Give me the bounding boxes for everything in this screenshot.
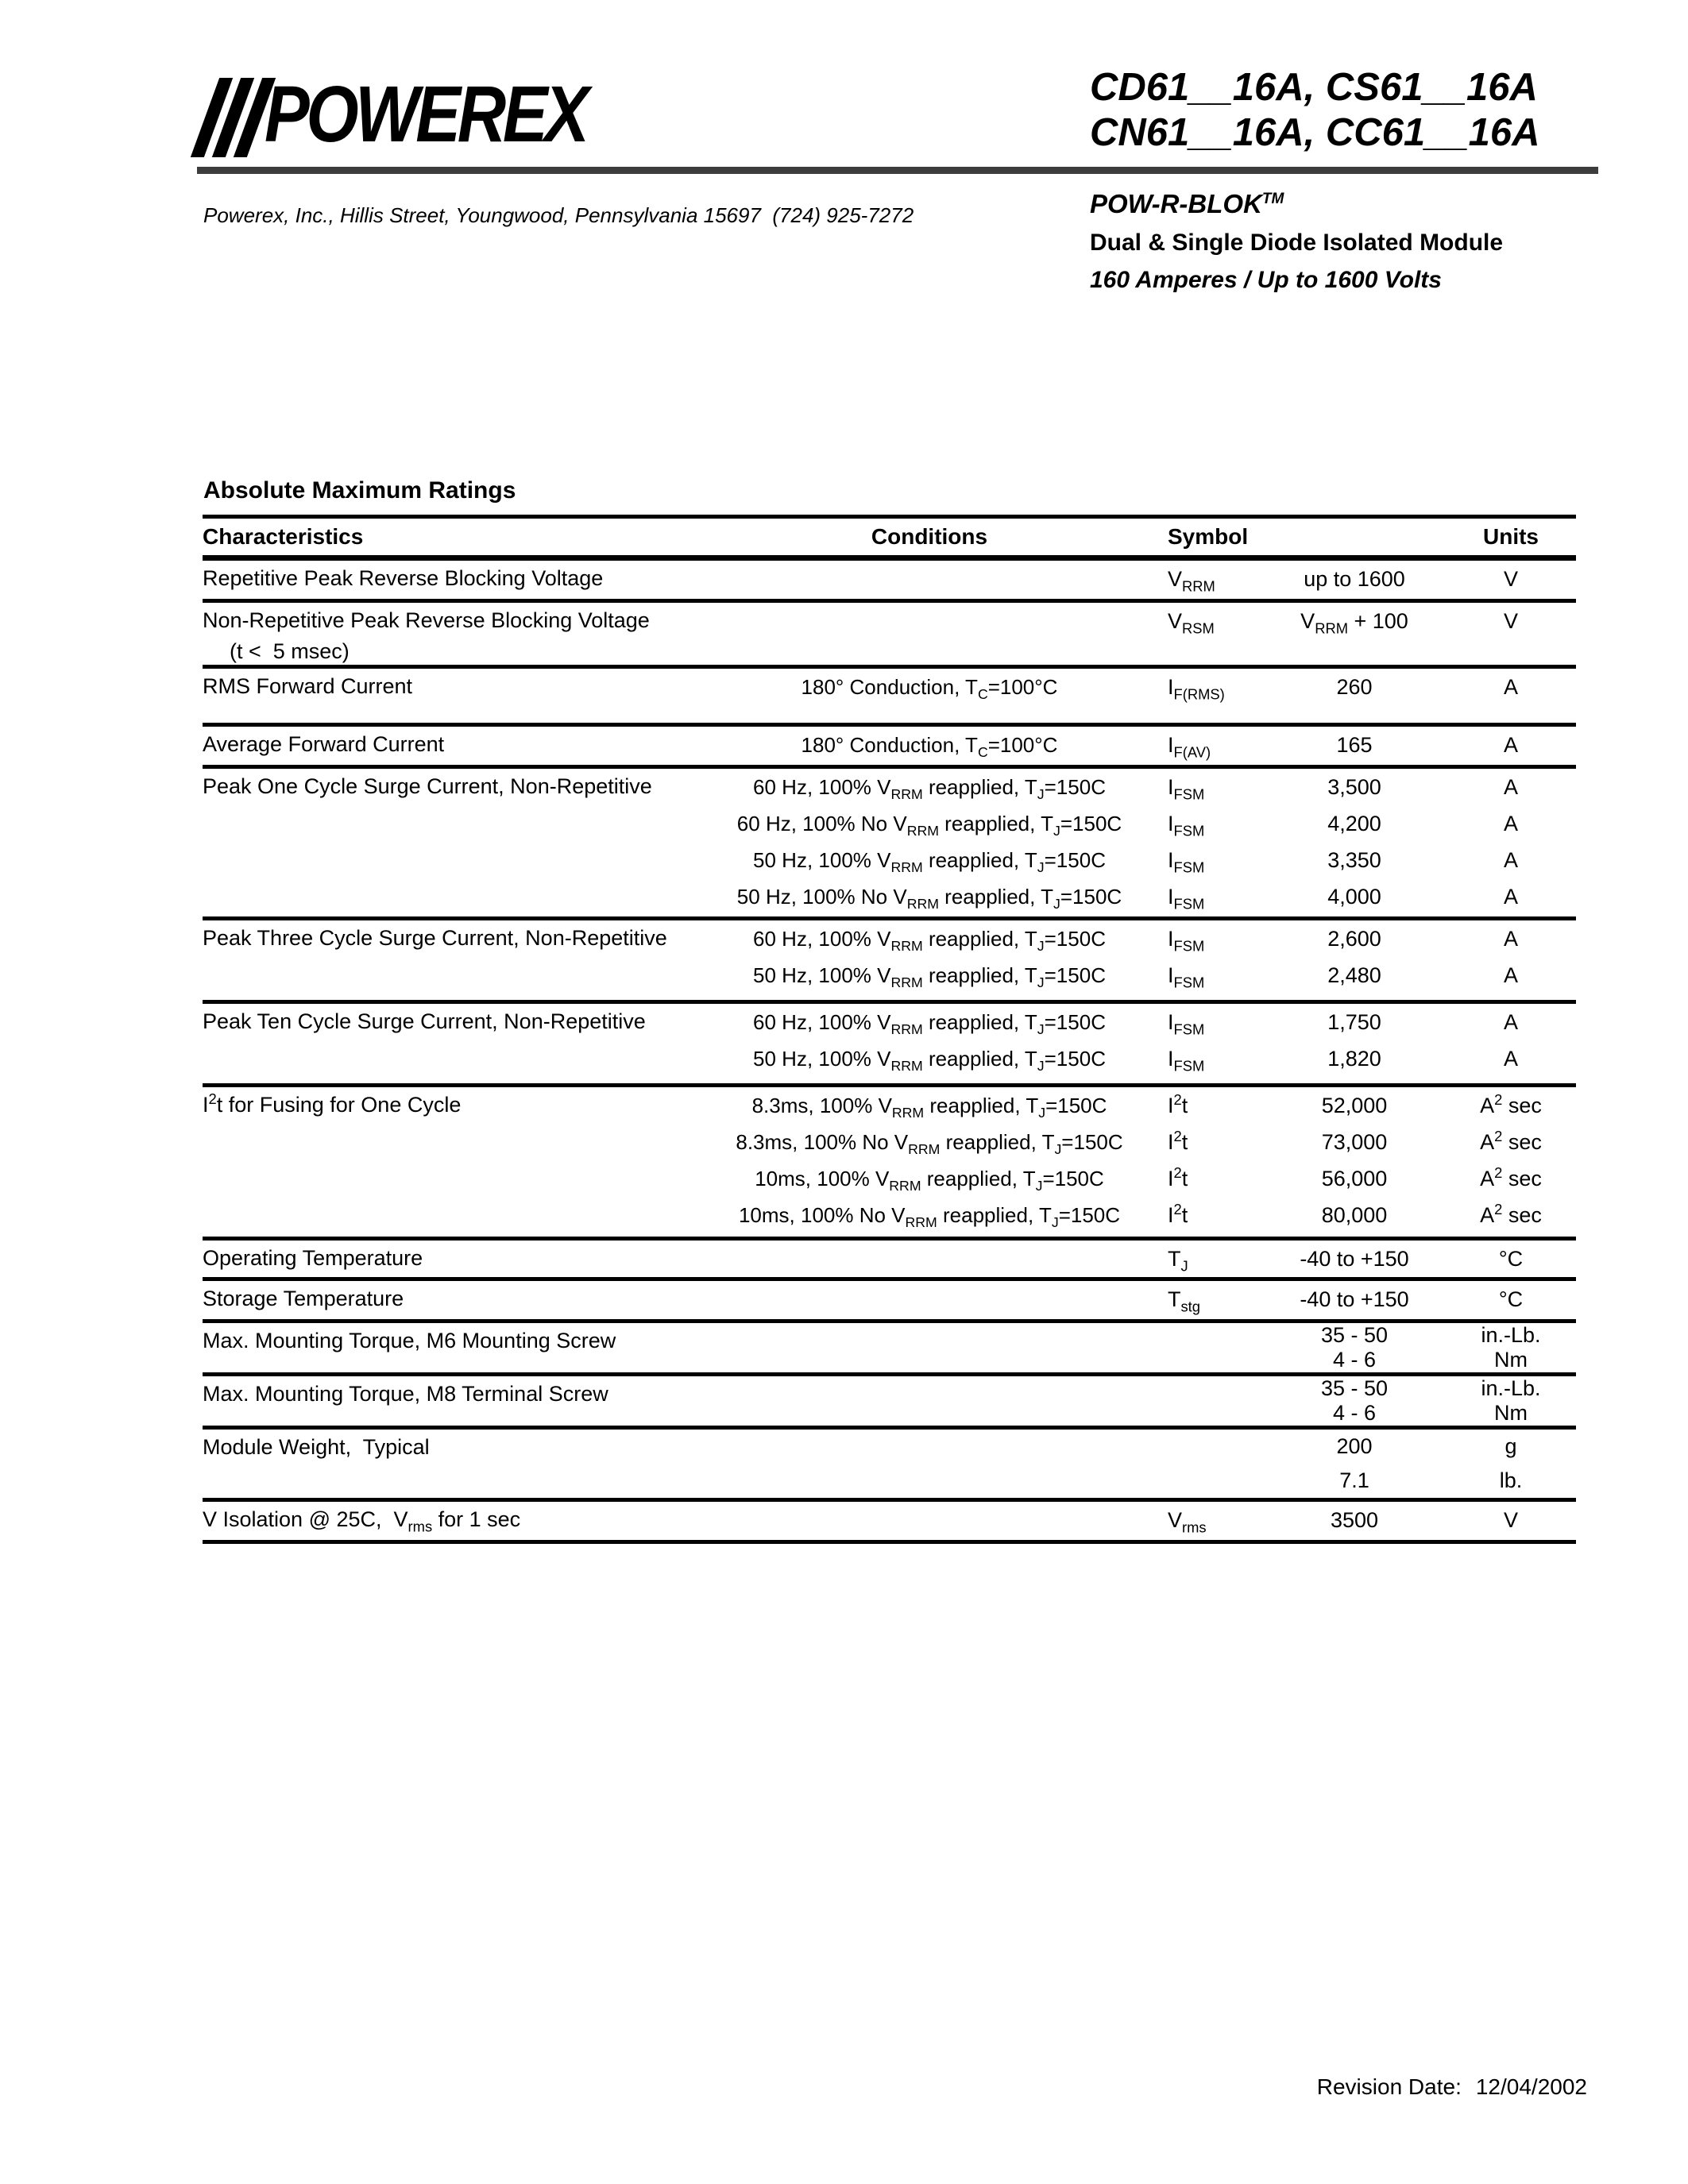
table-line (691, 669, 1576, 705)
units-cell: A (1503, 1046, 1518, 1071)
row-characteristic: Peak Three Cycle Surge Current, Non-Repetitive (203, 926, 667, 950)
row-lines (691, 1376, 1576, 1426)
value-cell: 4,000 (1327, 884, 1381, 909)
units-cell: $A^2$ sec (1480, 1127, 1542, 1154)
row-characteristic: Max. Mounting Torque, M8 Terminal Screw (203, 1382, 608, 1406)
table-row (203, 1004, 1576, 1087)
part-numbers-line2: CN61__16A, CC61__16A (1090, 111, 1540, 154)
symbol-cell: $V_{RRM}$ (1168, 566, 1215, 594)
units-cell: in.-Lb. (1481, 1376, 1541, 1400)
trademark-symbol: TM (1261, 191, 1284, 207)
table-line (691, 1348, 1576, 1372)
units-cell: A (1503, 963, 1518, 987)
row-lines (691, 769, 1576, 916)
table-line (691, 920, 1576, 957)
table-line (691, 1040, 1576, 1077)
table-line (691, 1004, 1576, 1040)
value-cell: 56,000 (1321, 1166, 1388, 1190)
units-cell: A (1503, 811, 1518, 835)
units-cell: $A^2$ sec (1480, 1163, 1542, 1190)
row-lines (691, 1502, 1576, 1540)
value-cell: 200 (1336, 1434, 1373, 1458)
table-line (691, 1281, 1576, 1318)
revision-date (203, 2074, 1587, 2100)
table-line (691, 1376, 1576, 1401)
symbol-cell: $V_{RSM}$ (1168, 608, 1215, 636)
value-cell: 7.1 (1339, 1468, 1369, 1492)
row-lines (691, 561, 1576, 599)
condition-cell: 60 Hz, 100% $V_{RRM}$ reapplied, $T_J=150C$ (753, 1009, 1106, 1037)
table-line (691, 1241, 1576, 1277)
units-cell: $A^2$ sec (1480, 1090, 1542, 1117)
col-header-characteristics: Characteristics (203, 524, 364, 549)
product-info (1090, 189, 1503, 294)
row-lines (691, 603, 1576, 665)
units-cell: $A^2$ sec (1480, 1200, 1542, 1227)
row-characteristic: Peak One Cycle Surge Current, Non-Repetitive (203, 774, 652, 798)
row-characteristic: Max. Mounting Torque, M6 Mounting Screw (203, 1329, 616, 1352)
units-cell: A (1503, 732, 1518, 757)
value-cell: 165 (1336, 732, 1373, 757)
value-cell: 35 - 50 (1320, 1376, 1389, 1400)
condition-cell: 180° Conduction, $T_C=100^\circ C$ (801, 674, 1058, 702)
value-cell: 4 - 6 (1332, 1401, 1377, 1425)
table-row (203, 727, 1576, 769)
table-row (203, 1376, 1576, 1430)
condition-cell: 60 Hz, 100% No $V_{RRM}$ reapplied, $T_J=150C$ (736, 811, 1122, 839)
units-cell: A (1503, 884, 1518, 909)
units-cell: in.-Lb. (1481, 1323, 1541, 1347)
value-cell: $V_{RRM} + 100$ (1300, 608, 1408, 636)
row-lines (691, 1323, 1576, 1372)
company-address: Powerex, Inc., Hillis Street, Youngwood, Pennsylvania 15697 (724) 925-7272 (203, 203, 914, 227)
value-cell: 1,820 (1327, 1046, 1381, 1071)
table-line (691, 603, 1576, 639)
symbol-cell: $I_{FSM}$ (1168, 926, 1205, 954)
row-lines (691, 1004, 1576, 1083)
table-line (691, 1087, 1576, 1124)
row-characteristic: Non-Repetitive Peak Reverse Blocking Voltage (t < 5 msec) (203, 603, 691, 665)
table-row (203, 603, 1576, 669)
row-characteristic-line2: (t < 5 msec) (230, 639, 350, 663)
table-line (691, 1197, 1576, 1233)
units-cell: g (1505, 1434, 1517, 1458)
table-row (203, 1323, 1576, 1376)
product-family-name: POW-R-BLOK (1090, 189, 1262, 218)
table-title: Absolute Maximum Ratings (203, 477, 516, 504)
units-cell: °C (1498, 1246, 1524, 1271)
value-cell: 52,000 (1321, 1093, 1388, 1117)
value-cell: -40 to +150 (1300, 1287, 1409, 1311)
units-cell: Nm (1494, 1401, 1528, 1425)
value-cell: -40 to +150 (1300, 1246, 1409, 1271)
part-numbers (1090, 65, 1540, 156)
row-lines (691, 920, 1576, 1000)
absolute-maximum-ratings-table (203, 515, 1576, 1544)
symbol-cell: $T_{stg}$ (1168, 1287, 1200, 1314)
row-lines (691, 727, 1576, 765)
table-body (203, 561, 1576, 1544)
value-cell: 73,000 (1321, 1129, 1388, 1154)
col-header-units: Units (1483, 524, 1539, 549)
part-numbers-line1: CD61__16A, CS61__16A (1090, 66, 1538, 109)
revision-label: Revision Date: (1316, 2074, 1462, 2099)
product-description: Dual & Single Diode Isolated Module (1090, 230, 1504, 256)
value-cell: 3500 (1330, 1507, 1379, 1532)
row-characteristic: Storage Temperature (203, 1287, 404, 1310)
condition-cell: 8.3ms, 100% $V_{RRM}$ reapplied, $T_J=150C$ (751, 1093, 1107, 1121)
table-row (203, 1281, 1576, 1323)
condition-cell: 60 Hz, 100% $V_{RRM}$ reapplied, $T_J=150C$ (753, 926, 1106, 954)
symbol-cell: $I_{FSM}$ (1168, 1009, 1205, 1037)
symbol-cell: $V_{rms}$ (1168, 1507, 1207, 1535)
units-cell: V (1503, 566, 1518, 591)
row-lines (691, 669, 1576, 723)
product-rating: 160 Amperes / Up to 1600 Volts (1090, 267, 1442, 293)
table-line (691, 878, 1576, 915)
table-row (203, 1430, 1576, 1502)
table-line (691, 1502, 1576, 1538)
table-line (691, 842, 1576, 878)
row-characteristic: Operating Temperature (203, 1246, 423, 1270)
table-row (203, 1241, 1576, 1281)
condition-cell: 50 Hz, 100% $V_{RRM}$ reapplied, $T_J=150C$ (753, 847, 1106, 875)
logo-stripes-icon (191, 78, 276, 157)
value-cell: 3,500 (1327, 774, 1381, 799)
units-cell: V (1503, 608, 1518, 633)
col-header-conditions: Conditions (871, 524, 988, 549)
table-line (691, 727, 1576, 763)
condition-cell: 50 Hz, 100% No $V_{RRM}$ reapplied, $T_J=150C$ (736, 884, 1122, 912)
symbol-cell: $I_{FSM}$ (1168, 847, 1205, 875)
table-line (691, 561, 1576, 597)
col-header-symbol: Symbol (1168, 524, 1249, 549)
table-line (691, 769, 1576, 805)
condition-cell: 10ms, 100% $V_{RRM}$ reapplied, $T_J=150C$ (755, 1166, 1104, 1194)
row-characteristic: Peak Ten Cycle Surge Current, Non-Repetitive (203, 1009, 646, 1033)
table-line (691, 957, 1576, 994)
value-cell: 35 - 50 (1320, 1323, 1389, 1347)
table-row (203, 669, 1576, 727)
condition-cell: 10ms, 100% No $V_{RRM}$ reapplied, $T_J=150C$ (738, 1202, 1121, 1230)
units-cell: A (1503, 1009, 1518, 1034)
value-cell: 2,600 (1327, 926, 1381, 951)
table-line (691, 1323, 1576, 1348)
table-line (691, 1464, 1576, 1498)
units-cell: A (1503, 847, 1518, 872)
units-cell: °C (1498, 1287, 1524, 1311)
units-cell: V (1503, 1507, 1518, 1532)
value-cell: 260 (1336, 674, 1373, 699)
value-cell: 80,000 (1321, 1202, 1388, 1227)
symbol-cell: $I_{FSM}$ (1168, 811, 1205, 839)
table-row (203, 561, 1576, 603)
table-line (691, 1401, 1576, 1426)
value-cell: 3,350 (1327, 847, 1381, 872)
row-lines (691, 1430, 1576, 1498)
symbol-cell: $I^2t$ (1168, 1200, 1188, 1227)
logo-text: POWEREX (265, 70, 586, 159)
condition-cell: 50 Hz, 100% $V_{RRM}$ reapplied, $T_J=150C$ (753, 963, 1106, 990)
row-characteristic: $I^2t$ for Fusing for One Cycle (203, 1090, 462, 1117)
row-characteristic: Average Forward Current (203, 732, 445, 756)
table-line (691, 805, 1576, 842)
symbol-cell: $I_{FSM}$ (1168, 963, 1205, 990)
value-cell: 1,750 (1327, 1009, 1381, 1034)
units-cell: lb. (1499, 1468, 1523, 1492)
symbol-cell: $I_{F(AV)}$ (1168, 732, 1211, 760)
units-cell: A (1503, 674, 1518, 699)
condition-cell: 50 Hz, 100% $V_{RRM}$ reapplied, $T_J=150C$ (753, 1046, 1106, 1074)
value-cell: up to 1600 (1304, 566, 1405, 591)
powerex-logo (205, 70, 643, 160)
symbol-cell: $I_{FSM}$ (1168, 884, 1205, 912)
product-family (1090, 189, 1503, 219)
table-line (691, 1124, 1576, 1160)
table-row (203, 769, 1576, 920)
symbol-cell: $I^2t$ (1168, 1163, 1188, 1190)
units-cell: A (1503, 774, 1518, 799)
symbol-cell: $I^2t$ (1168, 1127, 1188, 1154)
value-cell: 4 - 6 (1332, 1348, 1377, 1372)
row-lines (691, 1241, 1576, 1277)
table-line (691, 1160, 1576, 1197)
revision-date-value: 12/04/2002 (1475, 2074, 1587, 2099)
row-lines (691, 1087, 1576, 1237)
condition-cell: 60 Hz, 100% $V_{RRM}$ reapplied, $T_J=150C$ (753, 774, 1106, 802)
table-header-row (203, 519, 1576, 561)
symbol-cell: $T_J$ (1168, 1246, 1188, 1274)
table-row (203, 1502, 1576, 1544)
table-line (691, 1430, 1576, 1464)
row-characteristic: V Isolation @ 25C, $V_{rms}$ for 1 sec (203, 1507, 521, 1535)
value-cell: 2,480 (1327, 963, 1381, 987)
units-cell: A (1503, 926, 1518, 951)
row-lines (691, 1281, 1576, 1319)
row-characteristic: Module Weight, Typical (203, 1435, 430, 1459)
condition-cell: 180° Conduction, $T_C=100^\circ C$ (801, 732, 1058, 760)
units-cell: Nm (1494, 1348, 1528, 1372)
symbol-cell: $I_{FSM}$ (1168, 1046, 1205, 1074)
row-characteristic: RMS Forward Current (203, 674, 413, 698)
row-characteristic: Repetitive Peak Reverse Blocking Voltage (203, 566, 604, 590)
condition-cell: 8.3ms, 100% No $V_{RRM}$ reapplied, $T_J=150C$ (736, 1129, 1123, 1157)
symbol-cell: $I_{F(RMS)}$ (1168, 674, 1225, 702)
symbol-cell: $I^2t$ (1168, 1090, 1188, 1117)
table-row (203, 1087, 1576, 1241)
header-divider-rule (197, 167, 1598, 174)
symbol-cell: $I_{FSM}$ (1168, 774, 1205, 802)
table-row (203, 920, 1576, 1004)
value-cell: 4,200 (1327, 811, 1381, 835)
